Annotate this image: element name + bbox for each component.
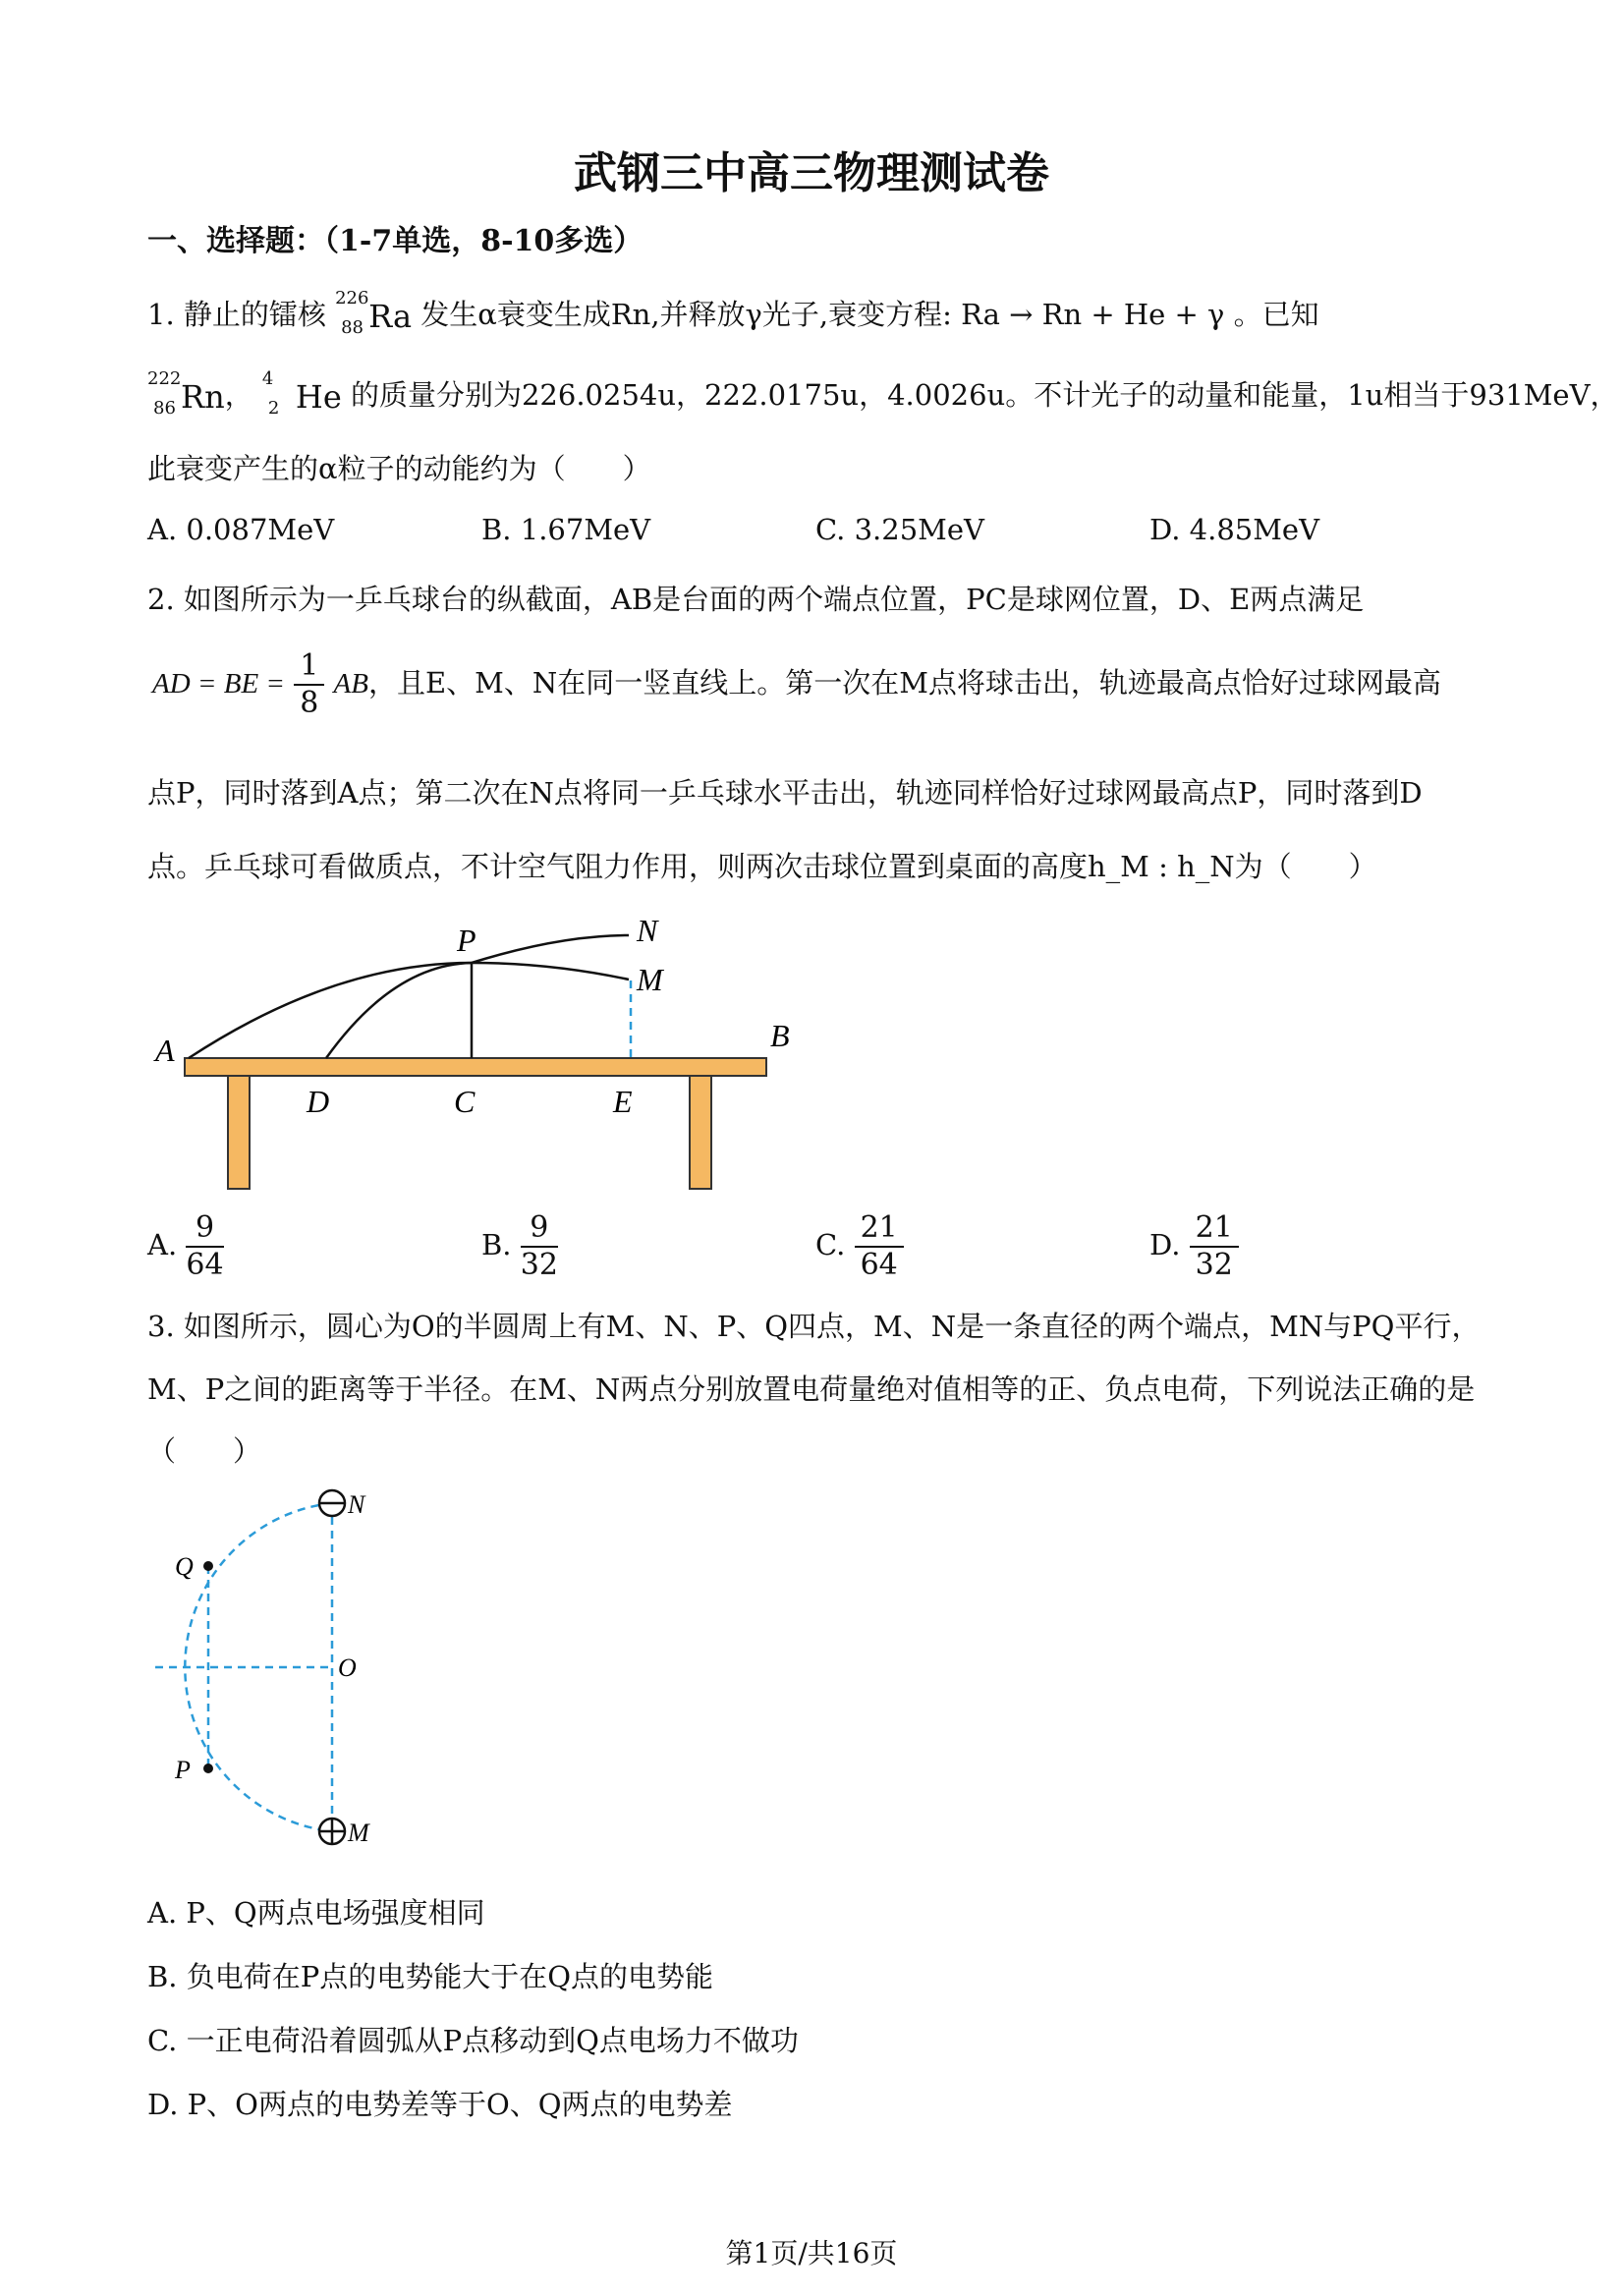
label-n: N (637, 913, 658, 948)
q1-line1 (147, 288, 1319, 338)
label-a: A (155, 1033, 175, 1068)
q3-option-b: B. 负电荷在P点的电势能大于在Q点的电势能 (147, 1960, 714, 1993)
q2-option-c-frac (855, 1210, 904, 1283)
label-p: P (457, 923, 476, 958)
label-c: C (454, 1084, 476, 1119)
q3-option-d: D. P、O两点的电势差等于O、Q两点的电势差 (147, 2088, 733, 2121)
q2-table-figure (138, 904, 806, 1199)
q2-line4: 点。乒乓球可看做质点，不计空气阻力作用，则两次击球位置到桌面的高度h_M : h_N为（ ） (147, 850, 1377, 883)
q2-option-d-num: 21 (1190, 1210, 1239, 1248)
q2-option-c-den: 64 (860, 1248, 898, 1282)
q2-option-a-num: 9 (186, 1210, 223, 1248)
positive-charge-icon (319, 1819, 345, 1844)
trajectory-n-to-d (326, 935, 629, 1058)
q2-option-d-label: D. (1149, 1228, 1181, 1261)
ra-mass: 226 (335, 288, 369, 308)
label-d: D (307, 1084, 330, 1119)
q2-option-b-den: 32 (520, 1248, 558, 1282)
label-p: P (175, 1756, 191, 1784)
q2-option-b-label: B. (481, 1228, 512, 1261)
point-q (203, 1561, 213, 1571)
table-leg-left (228, 1076, 250, 1189)
q2-option-d (1149, 1210, 1239, 1283)
rn-nuclide (147, 368, 225, 419)
label-m: M (348, 1819, 369, 1847)
table-top (185, 1058, 766, 1076)
label-n: N (348, 1490, 365, 1519)
q2-option-b (481, 1210, 558, 1283)
q2-option-b-num: 9 (521, 1210, 558, 1248)
q2-eq-rhs: AB (333, 668, 368, 700)
section-heading: 一、选择题：（1-7单选，8-10多选） (147, 224, 644, 258)
q2-option-c-num: 21 (855, 1210, 904, 1248)
label-q: Q (175, 1552, 194, 1581)
label-b: B (770, 1018, 790, 1053)
negative-charge-icon (319, 1490, 345, 1516)
q2-frac-den: 8 (300, 686, 319, 720)
trajectory-m-to-a (189, 963, 629, 1058)
q1-line2: 222 86 Rn， 4 2 He 的质量分别为226.0254u，222.0175u，4.0026u。不计光子的动量和能量，1u相当于931MeV， (147, 368, 1619, 419)
label-e: E (613, 1084, 633, 1119)
q2-option-a (147, 1210, 224, 1283)
q3-line1: 3. 如图所示，圆心为O的半圆周上有M、N、P、Q四点，M、N是一条直径的两个端点，MN与PQ平行， (147, 1310, 1481, 1343)
page-footer: 第1页/共16页 (725, 2237, 898, 2269)
q1-option-b: B. 1.67MeV (481, 513, 651, 546)
point-p (203, 1764, 213, 1773)
page-title: 武钢三中高三物理测试卷 (574, 148, 1049, 198)
q3-line3: （ ） (147, 1434, 262, 1468)
q2-option-d-den: 32 (1195, 1248, 1233, 1282)
q2-option-a-frac (186, 1210, 223, 1283)
rn-z: 86 (153, 398, 176, 419)
decay-equation: Ra → Rn + He + γ (961, 298, 1225, 331)
q3-option-c: C. 一正电荷沿着圆弧从P点移动到Q点电场力不做功 (147, 2024, 799, 2057)
q1-line3: 此衰变产生的α粒子的动能约为（ ） (147, 452, 651, 485)
q2-option-a-den: 64 (186, 1248, 224, 1282)
he-mass: 4 (261, 368, 274, 389)
q2-option-d-frac (1190, 1210, 1239, 1283)
q1-masses-text: 的质量分别为226.0254u，222.0175u，4.0026u。不计光子的动量和能量，1u相当于931MeV， (350, 378, 1619, 412)
q2-option-c-label: C. (815, 1228, 846, 1261)
q2-option-c (815, 1210, 904, 1283)
q2-line1: 2. 如图所示为一乒乓球台的纵截面，AB是台面的两个端点位置，PC是球网位置，D、E两点满足 (147, 583, 1365, 616)
rn-symbol: Rn (181, 378, 225, 416)
q2-eq-lhs: AD = BE = (152, 668, 285, 700)
he-symbol: He (295, 378, 342, 416)
q1-text-a: 1. 静止的镭核 (147, 298, 326, 331)
q2-option-a-label: A. (147, 1228, 178, 1261)
q1-option-d: D. 4.85MeV (1149, 513, 1320, 546)
q1-text-c: 。已知 (1233, 298, 1319, 331)
q1-text-b: 发生α衰变生成Rn,并释放γ光子,衰变方程: (420, 298, 952, 331)
q1-option-a: A. 0.087MeV (147, 513, 335, 546)
label-m: M (637, 962, 663, 997)
ra-z: 88 (341, 317, 364, 338)
q3-option-a: A. P、Q两点电场强度相同 (147, 1896, 485, 1930)
ra-nuclide (335, 288, 413, 338)
q2-eq-fraction (294, 648, 324, 721)
q2-frac-num: 1 (294, 648, 324, 686)
q3-semicircle-figure (147, 1484, 403, 1857)
q3-line2: M、P之间的距离等于半径。在M、N两点分别放置电荷量绝对值相等的正、负点电荷，下列说法正确的是 (147, 1372, 1476, 1406)
q2-line2-text: ，且E、M、N在同一竖直线上。第一次在M点将球击出，轨迹最高点恰好过球网最高 (367, 666, 1441, 700)
q2-line3: 点P，同时落到A点；第二次在N点将同一乒乓球水平击出，轨迹同样恰好过球网最高点P，同时落到D (147, 776, 1423, 810)
table-leg-right (690, 1076, 711, 1189)
q1-option-c: C. 3.25MeV (815, 513, 984, 546)
ra-symbol: Ra (368, 298, 413, 335)
q2-line2 (152, 648, 1441, 721)
label-o: O (338, 1653, 357, 1682)
he-nuclide (261, 368, 342, 419)
he-z: 2 (267, 398, 280, 419)
q2-option-b-frac (521, 1210, 558, 1283)
rn-mass: 222 (147, 368, 182, 389)
